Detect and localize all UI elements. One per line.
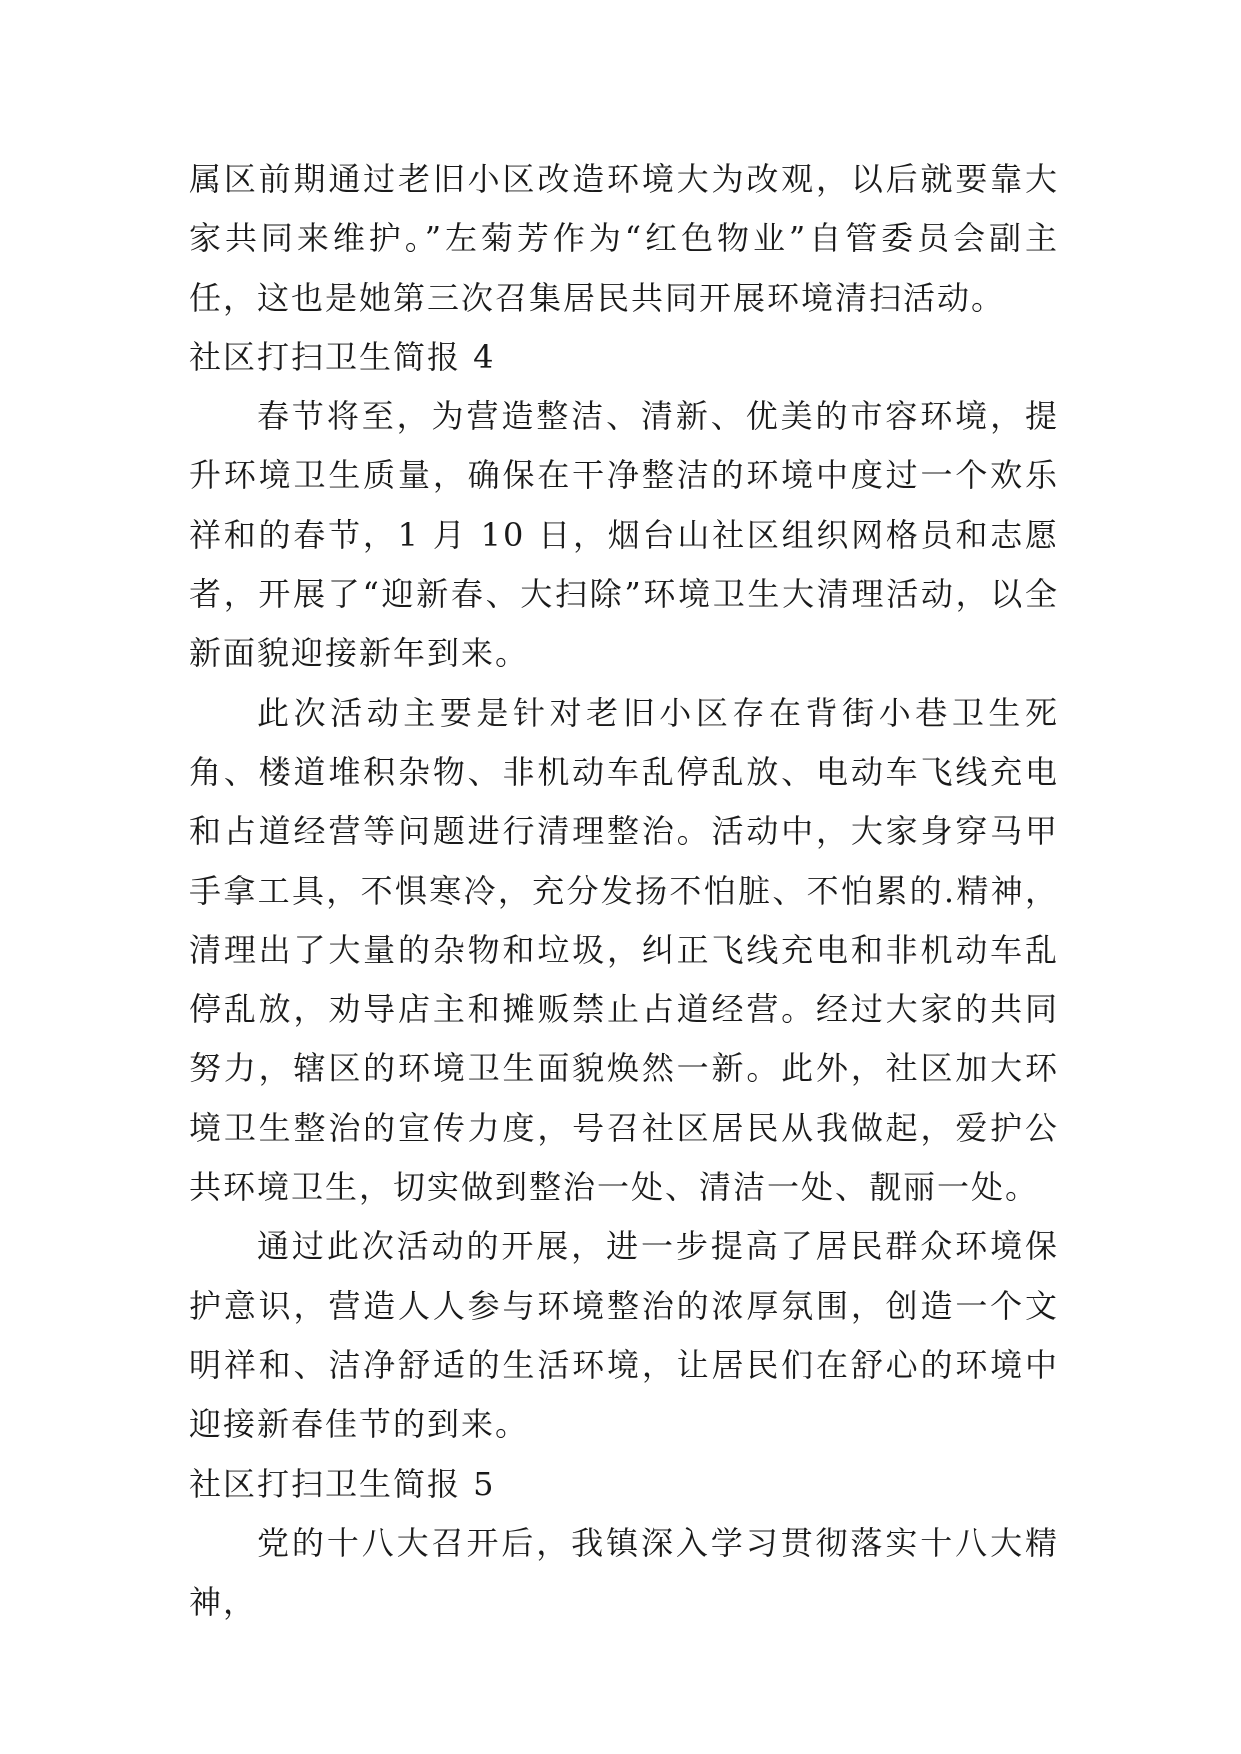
- paragraph-body: 此次活动主要是针对老旧小区存在背街小巷卫生死角、楼道堆积杂物、非机动车乱停乱放、电动车飞线充电和占道经营等问题进行清理整治。活动中，大家身穿马甲手拿工具，不惧寒冷，充分发扬不怕脏、不怕累的.精神，清理出了大量的杂物和垃圾，纠正飞线充电和非机动车乱停乱放，劝导店主和摊贩禁止占道经营。经过大家的共同努力，辖区的环境卫生面貌焕然一新。此外，社区加大环境卫生整治的宣传力度，号召社区居民从我做起，爱护公共环境卫生，切实做到整治一处、清洁一处、靓丽一处。: [189, 693, 1059, 1207]
- paragraph-continuation: 属区前期通过老旧小区改造环境大为改观，以后就要靠大家共同来维护。”左菊芳作为“红色物业”自管委员会副主任，这也是她第三次召集居民共同开展环境清扫活动。: [189, 160, 1059, 317]
- document-page: [189, 150, 1059, 1632]
- paragraph-body: 通过此次活动的开展，进一步提高了居民群众环境保护意识，营造人人参与环境整治的浓厚氛围，创造一个文明祥和、洁净舒适的生活环境，让居民们在舒心的环境中迎接新春佳节的到来。: [189, 1227, 1059, 1444]
- paragraph-body: 党的十八大召开后，我镇深入学习贯彻落实十八大精神，: [189, 1523, 1059, 1622]
- section-heading-4: 社区打扫卫生简报 4: [189, 337, 496, 376]
- paragraph-body: 春节将至，为营造整洁、清新、优美的市容环境，提升环境卫生质量，确保在干净整洁的环境中度过一个欢乐祥和的春节，1 月 10 日，烟台山社区组织网格员和志愿者，开展了“迎新春、大扫除”环境卫生大清理活动，以全新面貌迎接新年到来。: [189, 397, 1059, 673]
- section-heading-5: 社区打扫卫生简报 5: [189, 1464, 496, 1503]
